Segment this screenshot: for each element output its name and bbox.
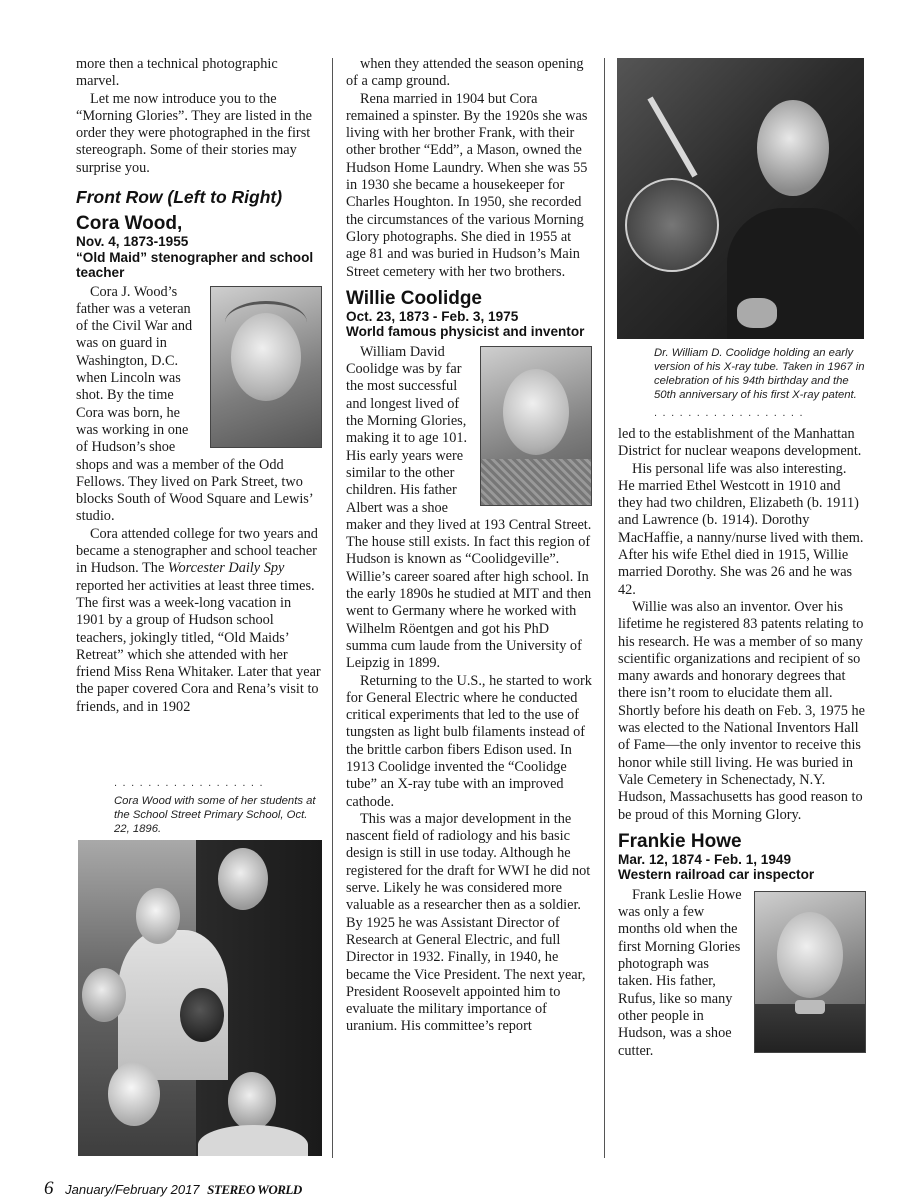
paragraph: William David Coolidge was by far the most successful and longest lived of the Morning Glories, making it to age 101. His early years were similar to the other children. His father Albert was a shoe maker and they lived at 193 Central Street. The house still exists. In fact this region of Hudson is known as “Coolidgeville”. Willie’s career soared after high school. In the early 1890s he studied at MIT and then went to Germany where he worked with Wilhelm Röentgen and got his PhD summa cum laude from the University of Leipzig in 1899. bbox=[346, 343, 592, 672]
publication-title: Worcester Daily Spy bbox=[167, 560, 285, 577]
section-heading: Front Row (Left to Right) bbox=[76, 187, 283, 208]
person-dates: Oct. 23, 1873 - Feb. 3, 1975 bbox=[346, 308, 519, 324]
paragraph: Returning to the U.S., he started to work for General Electric where he conducted critical experiments that led to the use of tungsten as light bulb filaments instead of the brittle carbon fibers Edison used. In 1913 Coolidge invented the “Coolidge tube” an X-ray tube with an improved cathode. bbox=[346, 672, 592, 810]
paragraph: more then a technical photographic marvel. bbox=[76, 56, 278, 90]
column-3 bbox=[618, 346, 866, 1060]
willie-coolidge-portrait bbox=[480, 346, 592, 506]
paragraph: Willie was also an inventor. Over his lifetime he registered 83 patents relating to his research. He was a member of so many scientific organizations and recipient of so many awards and honorary degrees that there isn’t room to elucidate them all. Shortly before his death on Feb. 3, 1975 he was elected to the National Inventors Hall of Fame—the only inventor to receive this honor while still living. He was buried in Vale Cemetery in Schenectady, N.Y. Hudson, Massachusetts has good reason to be proud of this Morning Glory. bbox=[618, 598, 865, 823]
caption-divider: .................. bbox=[114, 778, 269, 788]
person-name: Cora Wood, bbox=[76, 213, 183, 235]
paragraph: This was a major development in the nascent field of radiology and his basic design is still in use today. Although he registered for the draft for WWI he did not serve. Likely he was considered more valuable as a researcher then as a soldier. By 1925 he was Assistant Director of Research at General Electric, and full Director in 1932. Finally, in 1940, he became the Vice President. The next year, President Roosevelt appointed him to evaluate the military importance of uranium. His committee’s report bbox=[346, 810, 591, 1035]
paragraph: when they attended the season opening of a camp ground. bbox=[346, 56, 584, 90]
magazine-title: STEREO WORLD bbox=[207, 1182, 302, 1197]
cora-wood-portrait bbox=[210, 286, 322, 448]
class-photo bbox=[78, 840, 322, 1156]
column-1 bbox=[76, 56, 322, 716]
person-role: Western railroad car inspector bbox=[618, 867, 815, 883]
paragraph: His personal life was also interesting. He married Ethel Westcott in 1910 and they had two children, Elizabeth (b. 1911) and Lawrence (b. 1914). Dorothy MacHaffie, a nanny/nurse lived with them. After his wife Ethel died in 1915, Willie married Dorothy. She was 26 and he was 42. bbox=[618, 460, 864, 598]
text-run: reported her activities at least three times. The first was a week-long vacation in 1901 by a group of Hudson school teachers, jokingly titled, “Old Maids’ Retreat” which she attended with her friend Miss Rena Whitaker. Later that year the paper covered Cora and Rena’s visit to friends, and in 1902 bbox=[76, 577, 321, 715]
paragraph: Frank Leslie Howe was only a few months old when the first Morning Glories photograph was taken. His father, Rufus, like so many other people in Hudson, was a shoe cutter. bbox=[618, 886, 742, 1059]
caption-divider: .................. bbox=[654, 408, 809, 418]
person-role: World famous physicist and inventor bbox=[346, 324, 585, 340]
person-name: Frankie Howe bbox=[618, 830, 742, 852]
class-photo-caption-block bbox=[114, 778, 322, 836]
paragraph bbox=[76, 526, 322, 716]
coolidge-xray-photo bbox=[617, 58, 864, 339]
paragraph: Let me now introduce you to the “Morning Glories”. They are listed in the order they were photographed in the first stereograph. Some of their stories may surprise you. bbox=[76, 90, 312, 176]
person-dates: Mar. 12, 1874 - Feb. 1, 1949 bbox=[618, 851, 792, 867]
photo-caption: Cora Wood with some of her students at the School Street Primary School, Oct. 22, 1896. bbox=[114, 795, 316, 835]
column-rule bbox=[604, 58, 605, 1158]
column-rule bbox=[332, 58, 333, 1158]
paragraph: led to the establishment of the Manhattan District for nuclear weapons development. bbox=[618, 426, 862, 460]
page-number: 6 bbox=[44, 1178, 54, 1199]
person-role: “Old Maid” stenographer and school teacher bbox=[76, 249, 314, 281]
person-dates: Nov. 4, 1873-1955 bbox=[76, 234, 189, 250]
issue-date: January/February 2017 bbox=[65, 1182, 200, 1197]
person-name: Willie Coolidge bbox=[346, 287, 482, 309]
text-run: Cora attended college for two years and became a stenographer and school teacher in Hudson. The bbox=[76, 525, 318, 577]
frankie-howe-portrait bbox=[754, 891, 866, 1053]
paragraph: Rena married in 1904 but Cora remained a spinster. By the 1920s she was living with her brother Frank, with their other brother “Edd”, a Mason, owned the Hudson Home Laundry. When she was 55 in 1930 she became a housekeeper for Charles Houghton. In 1950, she recorded the circumstances of the various Morning Glory photographs. She died in 1955 at age 81 and was buried in Hudson’s Main Street cemetery with her two brothers. bbox=[346, 90, 588, 280]
paragraph: Cora J. Wood’s father was a veteran of the Civil War and was on guard in Washington, D.C. when Lincoln was shot. By the time Cora was born, he was working in one of Hudson’s shoe shops and was a member of the Odd Fellows. They lived on Park Street, two blocks South of Wood Square and Lewis’ studio. bbox=[76, 283, 313, 525]
page-footer bbox=[44, 1178, 302, 1200]
column-2 bbox=[346, 56, 592, 1036]
photo-caption: Dr. William D. Coolidge holding an early version of his X-ray tube. Taken in 1967 in celebration of his 94th birthday and the 50th anniversary of his first X-ray patent. bbox=[654, 347, 865, 401]
